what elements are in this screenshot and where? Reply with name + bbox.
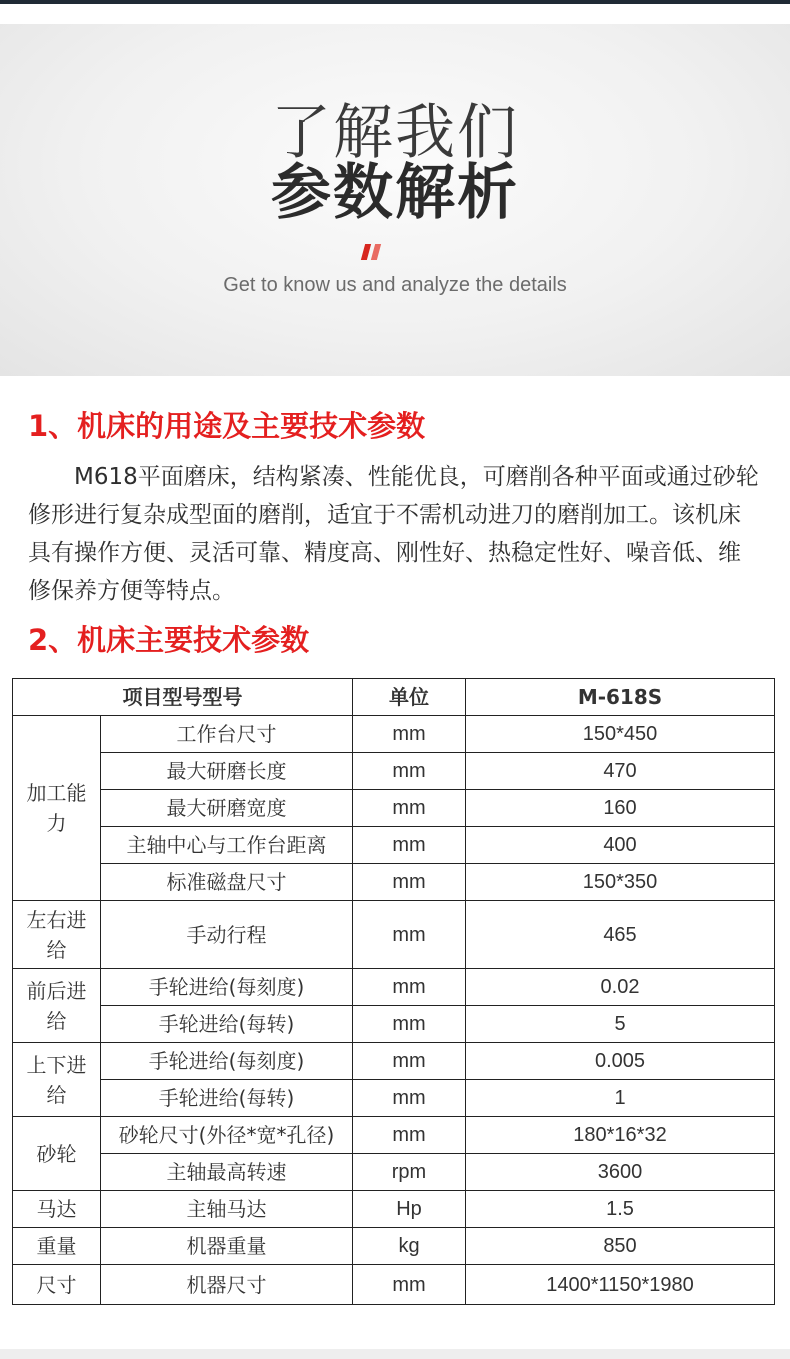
bottom-band [0, 1349, 790, 1359]
category-cell: 马达 [13, 1191, 101, 1228]
unit-cell: mm [353, 901, 466, 969]
value-cell: 465 [466, 901, 775, 969]
table-row [13, 716, 775, 753]
item-cell: 主轴中心与工作台距离 [101, 827, 353, 864]
table-row [13, 1265, 775, 1305]
table-header-row [13, 679, 775, 716]
top-strip [0, 0, 790, 24]
section-heading-usage: 1、机床的用途及主要技术参数 [28, 409, 426, 443]
unit-cell: mm [353, 716, 466, 753]
item-cell: 机器尺寸 [101, 1265, 353, 1305]
category-cell: 重量 [13, 1228, 101, 1265]
value-cell: 0.02 [466, 969, 775, 1006]
item-cell: 手轮进给(每刻度) [101, 1043, 353, 1080]
item-cell: 手轮进给(每转) [101, 1006, 353, 1043]
category-cell: 上下进给 [13, 1043, 101, 1117]
value-cell: 3600 [466, 1154, 775, 1191]
table-row [13, 790, 775, 827]
description-paragraph: M618平面磨床，结构紧凑、性能优良，可磨削各种平面或通过砂轮修形进行复杂成型面的磨削，适宜于不需机动进刀的磨削加工。该机床具有操作方便、灵活可靠、精度高、刚性好、热稳定性好、噪音低、维修保养方便等特点。 [28, 464, 759, 604]
item-cell: 工作台尺寸 [101, 716, 353, 753]
unit-cell: mm [353, 1265, 466, 1305]
table-row [13, 1154, 775, 1191]
unit-cell: mm [353, 790, 466, 827]
unit-cell: Hp [353, 1191, 466, 1228]
category-cell: 砂轮 [13, 1117, 101, 1191]
value-cell: 470 [466, 753, 775, 790]
value-cell: 1.5 [466, 1191, 775, 1228]
table-row [13, 1080, 775, 1117]
table-row [13, 1006, 775, 1043]
item-cell: 主轴马达 [101, 1191, 353, 1228]
item-cell: 最大研磨宽度 [101, 790, 353, 827]
category-cell: 左右进给 [13, 901, 101, 969]
item-cell: 手动行程 [101, 901, 353, 969]
unit-cell: mm [353, 864, 466, 901]
section-heading-parameters: 2、机床主要技术参数 [28, 623, 310, 657]
item-cell: 手轮进给(每刻度) [101, 969, 353, 1006]
table-row [13, 1228, 775, 1265]
item-cell: 手轮进给(每转) [101, 1080, 353, 1117]
unit-cell: mm [353, 969, 466, 1006]
item-cell: 机器重量 [101, 1228, 353, 1265]
quote-accent-icon [361, 244, 381, 260]
unit-cell: mm [353, 753, 466, 790]
value-cell: 180*16*32 [466, 1117, 775, 1154]
table-row [13, 969, 775, 1006]
hero-title-line2: 参数解析 [271, 158, 519, 228]
top-dark-bar [0, 0, 790, 4]
unit-cell: mm [353, 1006, 466, 1043]
category-cell: 前后进给 [13, 969, 101, 1043]
value-cell: 150*450 [466, 716, 775, 753]
unit-cell: mm [353, 1117, 466, 1154]
unit-cell: mm [353, 1043, 466, 1080]
unit-cell: mm [353, 827, 466, 864]
header-item: 项目型号型号 [13, 679, 353, 716]
value-cell: 850 [466, 1228, 775, 1265]
category-cell: 加工能力 [13, 716, 101, 901]
header-model: M-618S [466, 679, 775, 716]
table-row [13, 1191, 775, 1228]
hero-banner [0, 24, 790, 376]
value-cell: 400 [466, 827, 775, 864]
item-cell: 主轴最高转速 [101, 1154, 353, 1191]
unit-cell: kg [353, 1228, 466, 1265]
table-row [13, 1043, 775, 1080]
unit-cell: mm [353, 1080, 466, 1117]
hero-subtitle: Get to know us and analyze the details [223, 274, 567, 296]
category-cell: 尺寸 [13, 1265, 101, 1305]
spec-table [12, 678, 775, 1305]
table-row [13, 753, 775, 790]
table-row [13, 864, 775, 901]
value-cell: 1 [466, 1080, 775, 1117]
item-cell: 最大研磨长度 [101, 753, 353, 790]
table-row [13, 1117, 775, 1154]
value-cell: 5 [466, 1006, 775, 1043]
value-cell: 150*350 [466, 864, 775, 901]
value-cell: 160 [466, 790, 775, 827]
table-row [13, 901, 775, 969]
spec-table-body [13, 716, 775, 1305]
value-cell: 1400*1150*1980 [466, 1265, 775, 1305]
item-cell: 标准磁盘尺寸 [101, 864, 353, 901]
value-cell: 0.005 [466, 1043, 775, 1080]
hero-title-line1: 了解我们 [271, 98, 519, 168]
item-cell: 砂轮尺寸(外径*宽*孔径) [101, 1117, 353, 1154]
header-unit: 单位 [353, 679, 466, 716]
table-row [13, 827, 775, 864]
unit-cell: rpm [353, 1154, 466, 1191]
